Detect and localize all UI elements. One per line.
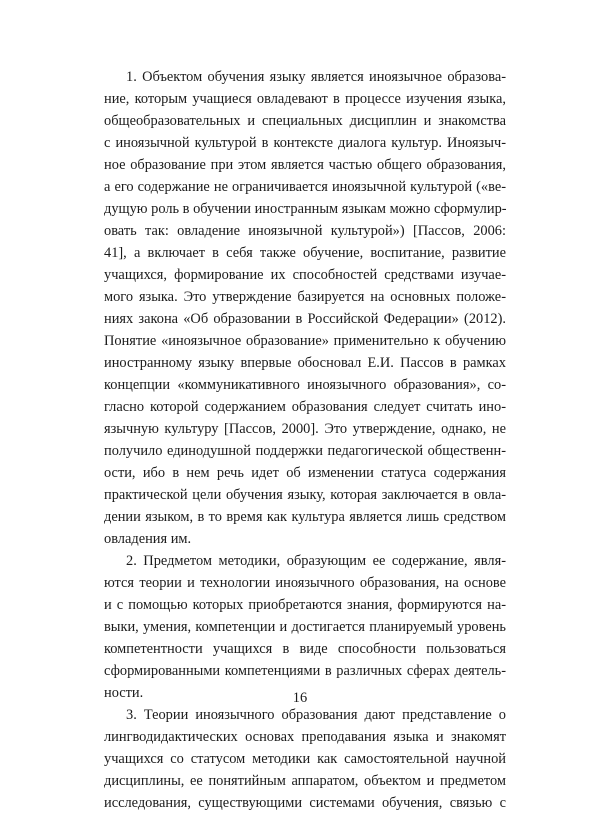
- text-line: овладения им.: [104, 531, 192, 547]
- page-number: 16: [292, 690, 308, 706]
- text-line: выки, умения, компетенции и достигается планируемый уровень: [104, 619, 506, 635]
- text-line: практической цели обучения языку, которая заключается в овла-: [104, 487, 506, 503]
- text-line: 41], а включает в себя также обучение, воспитание, развитие: [104, 245, 506, 261]
- text-line: дении языком, в то время как культура является лишь средством: [104, 509, 506, 525]
- text-line: ности.: [104, 685, 144, 701]
- text-line: иностранному языку впервые обосновал Е.И. Пассов в рамках: [104, 355, 506, 371]
- text-line: с иноязычной культурой в контексте диалога культур. Иноязыч-: [104, 135, 506, 151]
- paragraph: [104, 66, 506, 550]
- text-line: 1. Объектом обучения языку является иноязычное образова-: [126, 69, 506, 85]
- text-line: учащихся со статусом методики как самостоятельной научной: [104, 751, 506, 767]
- text-line: учащихся, формирование их способностей средствами изучае-: [104, 267, 506, 283]
- text-line: 3. Теории иноязычного образования дают представление о: [126, 707, 506, 723]
- text-line: исследования, существующими системами обучения, связью с: [104, 795, 506, 811]
- text-line: а его содержание не ограничивается иноязычной культурой («ве-: [104, 179, 506, 195]
- text-line: ости, ибо в нем речь идет об изменении статуса содержания: [104, 465, 506, 481]
- text-line: мого языка. Это утверждение базируется на основных положе-: [104, 289, 506, 305]
- paragraph: [104, 704, 506, 814]
- text-line: сформированными компетенциями в различных сферах деятель-: [104, 663, 506, 679]
- text-line: дисциплины, ее понятийным аппаратом, объектом и предметом: [104, 773, 506, 789]
- paragraph: [104, 550, 506, 704]
- text-line: ются теории и технологии иноязычного образования, на основе: [104, 575, 506, 591]
- text-line: общеобразовательных и специальных дисциплин и знакомства: [104, 113, 506, 129]
- text-line: гласно которой содержанием образования следует считать ино-: [104, 399, 506, 415]
- text-line: ниях закона «Об образовании в Российской Федерации» (2012).: [104, 311, 506, 327]
- text-line: ние, которым учащиеся овладевают в процессе изучения языка,: [104, 91, 506, 107]
- text-line: компетентности учащихся в виде способности пользоваться: [104, 641, 506, 657]
- text-line: концепции «коммуникативного иноязычного образования», со-: [104, 377, 506, 393]
- text-line: овать так: овладение иноязычной культурой») [Пассов, 2006:: [104, 223, 506, 239]
- text-line: дущую роль в обучении иностранным языкам можно сформулир-: [104, 201, 507, 217]
- text-line: Понятие «иноязычное образование» применительно к обучению: [104, 333, 506, 349]
- text-line: получило единодушной поддержки педагогической общественн-: [104, 443, 506, 459]
- text-line: язычную культуру [Пассов, 2000]. Это утверждение, однако, не: [104, 421, 506, 437]
- text-line: лингводидактических основах преподавания языка и знакомят: [104, 729, 506, 745]
- text-line: и с помощью которых приобретаются знания, формируются на-: [104, 597, 506, 613]
- text-line: ное образование при этом является частью общего образования,: [104, 157, 506, 173]
- text-line: 2. Предметом методики, образующим ее содержание, явля-: [126, 553, 506, 569]
